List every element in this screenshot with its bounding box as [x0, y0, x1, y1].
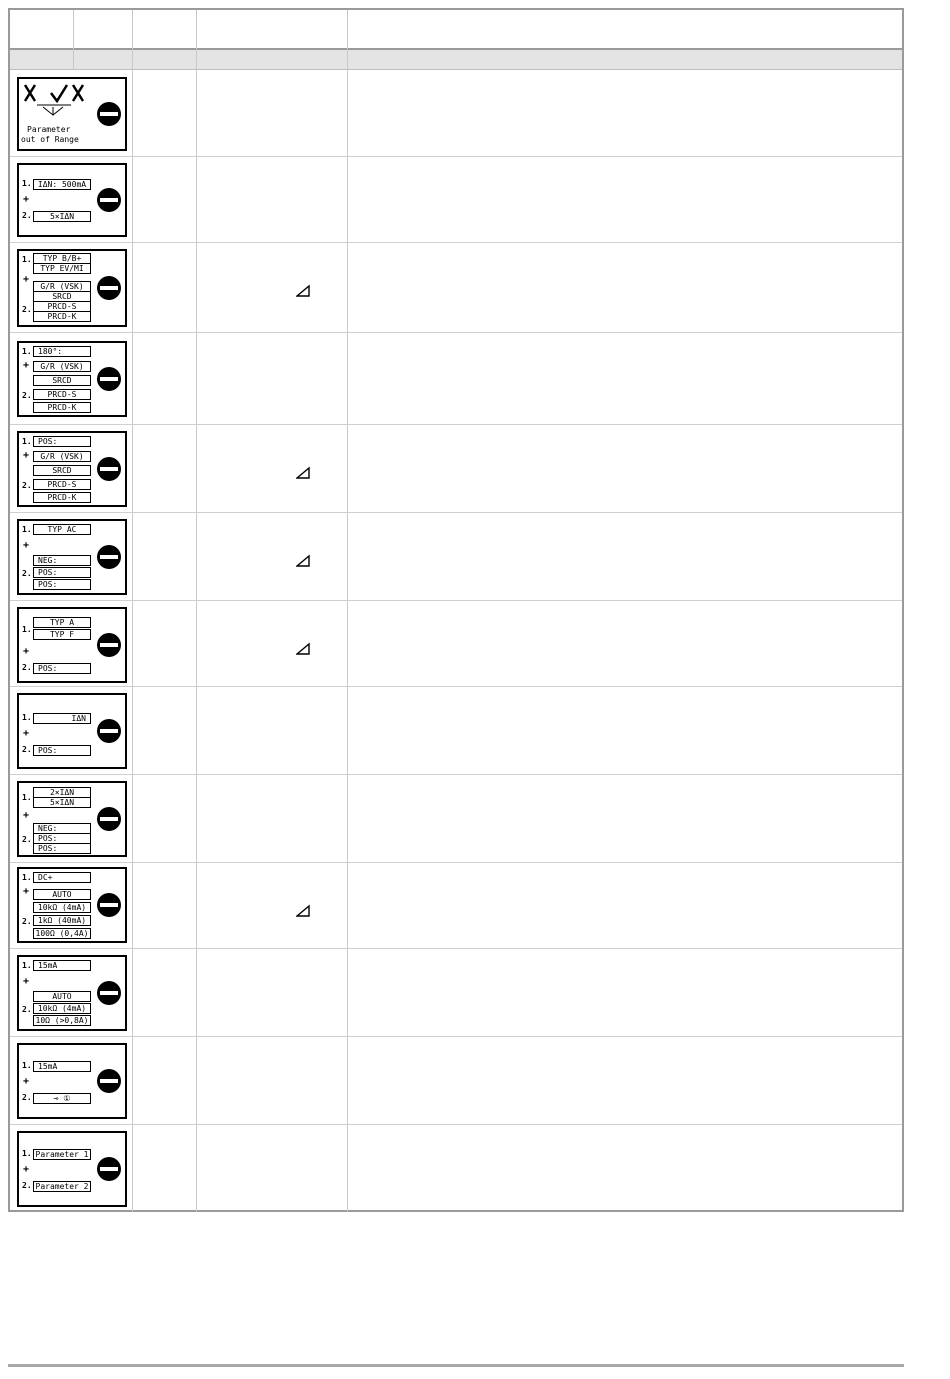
step-two-label: 2.: [22, 391, 32, 400]
param-box-2a: NEG:: [33, 823, 91, 834]
table-row: [10, 71, 902, 157]
plus-sign: +: [23, 728, 30, 739]
stop-icon: [97, 893, 121, 917]
param-box-2: 5×IΔN: [33, 211, 91, 222]
param-box-2: POS:: [33, 663, 91, 674]
param-box-2: Parameter 2: [33, 1181, 91, 1192]
stop-icon: [97, 807, 121, 831]
param-box-2a: G/R (VSK): [33, 281, 91, 292]
step-two-label: 2.: [22, 663, 32, 672]
param-box-1a: TYP B/B+: [33, 253, 91, 264]
param-box-1: 15mA: [33, 960, 91, 971]
error-display-icon: [17, 431, 127, 507]
param-box-2a: G/R (VSK): [33, 361, 91, 372]
column-divider: [73, 10, 74, 70]
table-row: [10, 949, 902, 1037]
table-row: [10, 1125, 902, 1212]
ramp-icon: [296, 283, 310, 297]
error-display-icon: [17, 867, 127, 943]
error-display-icon: [17, 77, 127, 151]
table-row: [10, 775, 902, 863]
table-header: [10, 10, 902, 50]
table-row: [10, 1037, 902, 1125]
step-one-label: 1.: [22, 1149, 32, 1158]
stop-icon: [97, 188, 121, 212]
error-display-icon: [17, 163, 127, 237]
stop-icon: [97, 367, 121, 391]
step-one-label: 1.: [22, 179, 32, 188]
param-box-2c: POS:: [33, 579, 91, 590]
param-box-1: 15mA: [33, 1061, 91, 1072]
param-box-1: Parameter 1: [33, 1149, 91, 1160]
step-one-label: 1.: [22, 347, 32, 356]
ramp-icon: [296, 641, 310, 655]
section-band: [10, 50, 902, 70]
step-one-label: 1.: [22, 793, 32, 802]
table-row: [10, 601, 902, 687]
footer-rule: [8, 1364, 904, 1367]
step-one-label: 1.: [22, 255, 32, 264]
param-box-2c: PRCD-S: [33, 479, 91, 490]
param-box-2: ⊸ ①: [33, 1093, 91, 1104]
param-box-2b: POS:: [33, 833, 91, 844]
ramp-icon: [296, 903, 310, 917]
param-box-2b: SRCD: [33, 375, 91, 386]
table-row: [10, 157, 902, 243]
step-two-label: 2.: [22, 305, 32, 314]
error-display-icon: [17, 781, 127, 857]
range-limits-icon: [23, 81, 103, 125]
table-row: [10, 687, 902, 775]
param-box-1: DC+: [33, 872, 91, 883]
param-box-2b: POS:: [33, 567, 91, 578]
error-display-icon: [17, 341, 127, 417]
param-box-1: TYP AC: [33, 524, 91, 535]
param-box-1: POS:: [33, 436, 91, 447]
plus-sign: +: [23, 976, 30, 987]
step-two-label: 2.: [22, 481, 32, 490]
plus-sign: +: [23, 540, 30, 551]
param-box-2b: SRCD: [33, 465, 91, 476]
param-box-2a: AUTO: [33, 889, 91, 900]
param-box-1b: 5×IΔN: [33, 797, 91, 808]
param-box-2c: 1kΩ (40mA): [33, 915, 91, 926]
param-box-2d: PRCD-K: [33, 311, 91, 322]
step-one-label: 1.: [22, 437, 32, 446]
ramp-icon: [296, 465, 310, 479]
error-display-icon: [17, 1043, 127, 1119]
stop-icon: [97, 276, 121, 300]
stop-icon: [97, 633, 121, 657]
plus-sign: +: [23, 450, 30, 461]
param-box-2a: AUTO: [33, 991, 91, 1002]
table-row: [10, 863, 902, 949]
step-two-label: 2.: [22, 745, 32, 754]
param-box-2b: 10kΩ (4mA): [33, 902, 91, 913]
plus-sign: +: [23, 1164, 30, 1175]
stop-icon: [97, 719, 121, 743]
param-box-2c: PRCD-S: [33, 389, 91, 400]
param-box-2b: SRCD: [33, 291, 91, 302]
param-box-1b: TYP F: [33, 629, 91, 640]
param-box-1: 180°:: [33, 346, 91, 357]
step-one-label: 1.: [22, 873, 32, 882]
step-one-label: 1.: [22, 1061, 32, 1070]
param-box-1: IΔN: [33, 713, 91, 724]
step-two-label: 2.: [22, 1093, 32, 1102]
step-two-label: 2.: [22, 211, 32, 220]
param-box-2d: PRCD-K: [33, 492, 91, 503]
table-row: [10, 333, 902, 425]
step-one-label: 1.: [22, 625, 32, 634]
stop-icon: [97, 102, 121, 126]
param-box-2: POS:: [33, 745, 91, 756]
param-box-1b: TYP EV/MI: [33, 263, 91, 274]
param-text-1: Parameter: [27, 125, 71, 134]
param-box-2d: 100Ω (0,4A): [33, 928, 91, 939]
ramp-icon: [296, 553, 310, 567]
param-box-2c: 10Ω (>0,8A): [33, 1015, 91, 1026]
stop-icon: [97, 457, 121, 481]
param-box-2d: PRCD-K: [33, 402, 91, 413]
table-row: [10, 513, 902, 601]
step-two-label: 2.: [22, 835, 32, 844]
plus-sign: +: [23, 1076, 30, 1087]
param-box-2c: PRCD-S: [33, 301, 91, 312]
stop-icon: [97, 1069, 121, 1093]
param-box-2a: G/R (VSK): [33, 451, 91, 462]
step-two-label: 2.: [22, 569, 32, 578]
step-one-label: 1.: [22, 961, 32, 970]
param-box-2c: POS:: [33, 843, 91, 854]
error-display-icon: [17, 519, 127, 595]
plus-sign: +: [23, 886, 30, 897]
step-one-label: 1.: [22, 713, 32, 722]
plus-sign: +: [23, 646, 30, 657]
error-display-icon: [17, 955, 127, 1031]
step-one-label: 1.: [22, 525, 32, 534]
plus-sign: +: [23, 194, 30, 205]
table-row: [10, 425, 902, 513]
param-text-2: out of Range: [21, 135, 79, 144]
step-two-label: 2.: [22, 1005, 32, 1014]
error-display-icon: [17, 1131, 127, 1207]
param-box-1: IΔN: 500mA: [33, 179, 91, 190]
plus-sign: +: [23, 810, 30, 821]
stop-icon: [97, 545, 121, 569]
param-box-1a: TYP A: [33, 617, 91, 628]
plus-sign: +: [23, 274, 30, 285]
error-display-icon: [17, 249, 127, 327]
param-box-1a: 2×IΔN: [33, 787, 91, 798]
error-display-icon: [17, 607, 127, 683]
plus-sign: +: [23, 360, 30, 371]
stop-icon: [97, 1157, 121, 1181]
table-row: [10, 243, 902, 333]
param-box-2a: NEG:: [33, 555, 91, 566]
error-display-icon: [17, 693, 127, 769]
step-two-label: 2.: [22, 1181, 32, 1190]
step-two-label: 2.: [22, 917, 32, 926]
error-table: [8, 8, 904, 1212]
stop-icon: [97, 981, 121, 1005]
param-box-2b: 10kΩ (4mA): [33, 1003, 91, 1014]
